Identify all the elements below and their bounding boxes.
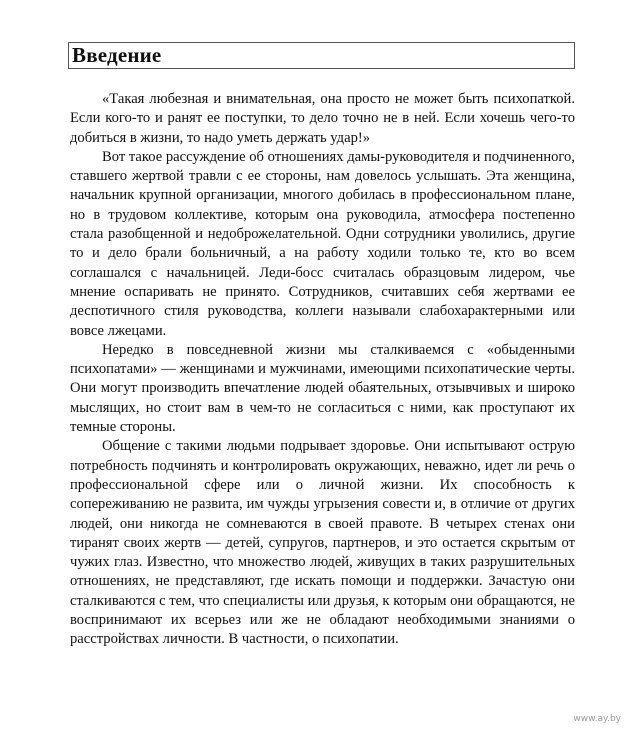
paragraph: «Такая любезная и внимательная, она просто не может быть психопаткой. Если кого-то и ранят ее поступки, то дело точно не в ней. Если хочешь чего-то добиться в жизни, то надо уметь держать удар!» — [70, 91, 575, 146]
paragraph: Нередко в повседневной жизни мы сталкиваемся с «обыденными психопатами» — женщинами и мужчинами, имеющими психопатические черты. Они могут производить впечатление людей обаятельных, отзывчивых и широко мыслящих, но стоит вам в чем-то не согласиться с ними, как проступают их темные стороны. — [70, 341, 575, 436]
section-heading: Введение — [72, 43, 162, 67]
body-text — [70, 90, 575, 650]
section-heading-box — [68, 42, 575, 69]
paragraph: Общение с такими людьми подрывает здоровье. Они испытывают острую потребность подчинять и контролировать окружающих, неважно, идет ли речь о профессиональной сфере или о личной жизни. Их способность к сопереживанию не развита, им чужды угрызения совести и, в отличие от других людей, они никогда не сомневаются в своей правоте. В четырех стенах они тиранят своих жертв — детей, супругов, партнеров, и это остается скрытым от чужих глаз. Известно, что множество людей, живущих в таких разрушительных отношениях, не представляют, где искать помощи и поддержки. Зачастую они сталкиваются с тем, что специалисты или друзья, к которым они обращаются, не воспринимают их всерьез или же не обладают необходимыми знаниями о расстройствах личности. В частности, о психопатии. — [70, 438, 575, 648]
paragraph: Вот такое рассуждение об отношениях дамы-руководителя и подчиненного, ставшего жертвой травли с ее стороны, нам довелось услышать. Эта женщина, начальник крупной организации, многого добилась в профессиональном плане, но в трудовом коллективе, которым она руководила, атмосфера постепенно стала разобщенной и недоброжелательной. Одни сотрудники уволились, другие то и дело брали больничный, а на работу ходили только те, кто во всем соглашался с начальницей. Леди-босс считалась образцовым лидером, чье мнение оспаривать не принято. Сотрудников, считавших себя жертвами ее деспотичного стиля руководства, коллеги называли слабохарактерными или вовсе лжецами. — [70, 148, 575, 339]
watermark: www.ay.by — [573, 714, 621, 724]
